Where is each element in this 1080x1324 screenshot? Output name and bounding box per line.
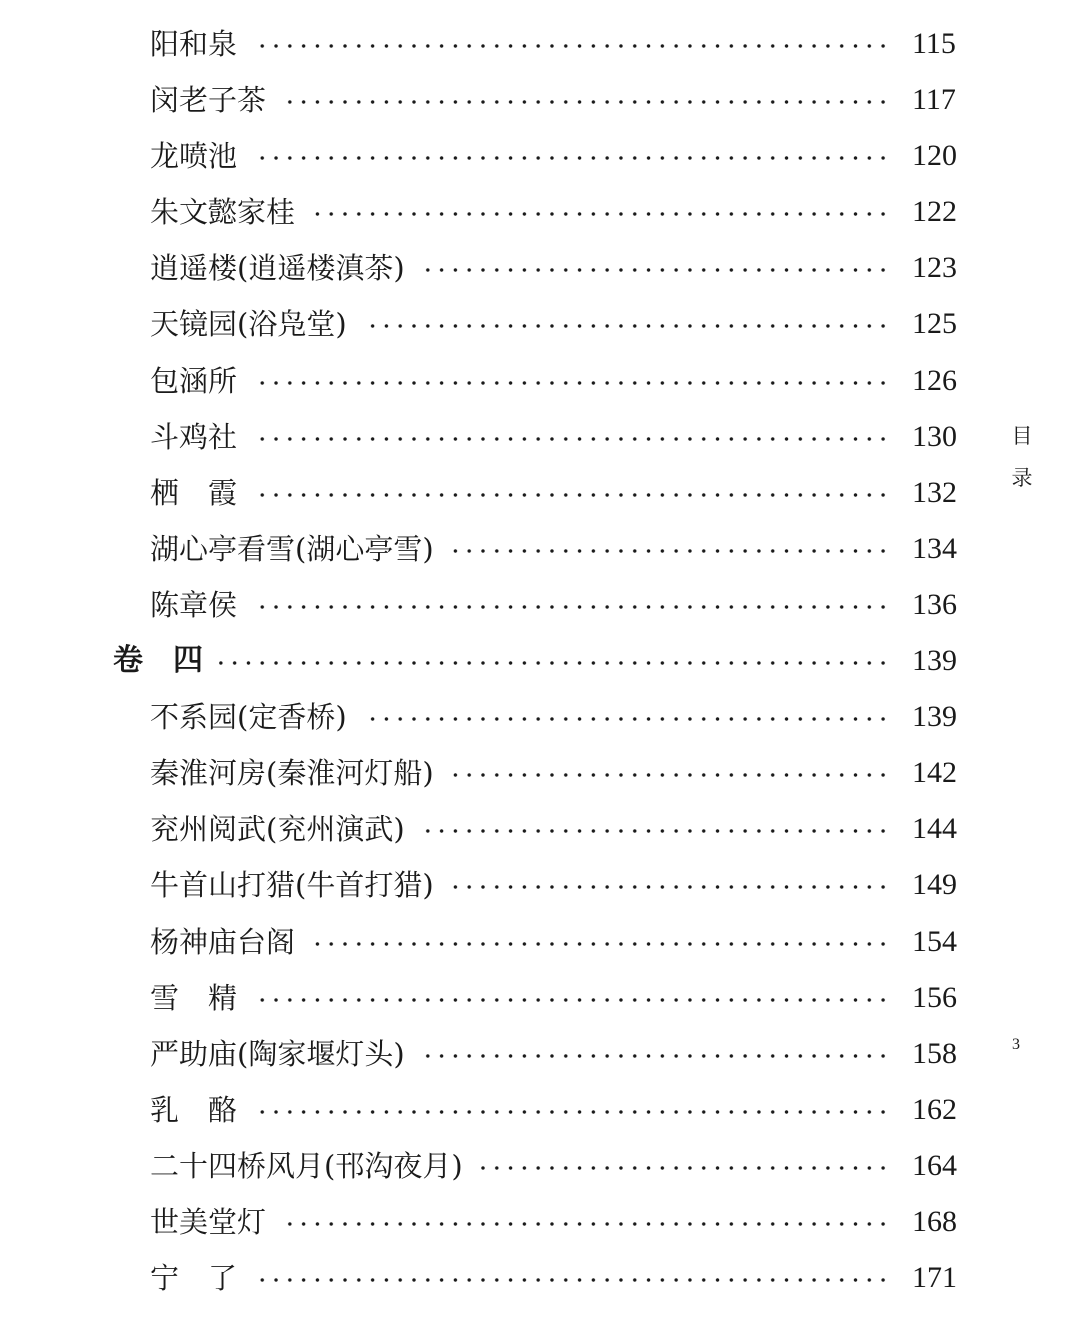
toc-page-number: 154 (912, 924, 957, 958)
dot-leader (421, 829, 890, 833)
dot-leader (363, 717, 890, 721)
dot-leader (253, 437, 890, 441)
toc-entry (0, 577, 1080, 633)
toc-page-number: 123 (912, 251, 957, 285)
toc-entry-title: 卷 四 (113, 643, 203, 679)
dot-leader (479, 1166, 890, 1170)
toc-page-number: 162 (912, 1092, 957, 1126)
toc-entry-title: 二十四桥风月(邗沟夜月) (150, 1148, 463, 1183)
toc-entry-title: 栖 霞 (150, 475, 238, 510)
toc-entry (0, 1250, 1080, 1306)
dot-leader (363, 324, 890, 328)
dot-leader (253, 44, 890, 48)
toc-entry (0, 521, 1080, 577)
dot-leader (311, 212, 890, 216)
toc-entry (0, 1026, 1080, 1082)
toc-entry-title: 陈章侯 (150, 587, 238, 622)
dot-leader (311, 942, 890, 946)
toc-entry-title: 秦淮河房(秦淮河灯船) (150, 756, 434, 791)
toc-page-number: 122 (912, 195, 957, 229)
toc-page-number: 139 (912, 700, 957, 734)
dot-leader (450, 549, 890, 553)
dot-leader (253, 1278, 890, 1282)
toc-page-number: 136 (912, 587, 957, 621)
dot-leader (253, 605, 890, 609)
toc-page-number: 125 (912, 307, 957, 341)
toc-entry (0, 970, 1080, 1026)
toc-entry (0, 857, 1080, 913)
toc-entry (0, 689, 1080, 745)
toc-entry-title: 雪 精 (150, 980, 238, 1015)
toc-entry (0, 16, 1080, 72)
toc-entry-title: 阳和泉 (150, 27, 238, 61)
toc-page-number: 134 (912, 531, 957, 565)
toc-page-number: 117 (912, 83, 956, 117)
toc-entry-title: 宁 了 (150, 1261, 238, 1296)
toc-page-number: 126 (912, 363, 957, 397)
dot-leader (253, 156, 890, 160)
toc-page-number: 139 (912, 644, 957, 678)
toc-page-number: 120 (912, 139, 957, 173)
toc-page-number: 149 (912, 868, 957, 902)
toc-entry-title: 包涵所 (150, 363, 238, 398)
toc-entry (0, 1138, 1080, 1194)
toc-entry-title: 世美堂灯 (150, 1204, 267, 1239)
toc-page-number: 115 (912, 27, 956, 60)
toc-entry-title: 逍遥楼(逍遥楼滇茶) (150, 251, 405, 286)
dot-leader (282, 1222, 890, 1226)
toc-section-heading (0, 633, 1080, 689)
toc-entry-title: 湖心亭看雪(湖心亭雪) (150, 531, 434, 566)
toc-entry-title: 杨神庙台阁 (150, 924, 296, 959)
toc-entry-title: 龙喷池 (150, 139, 238, 174)
toc-entry (0, 914, 1080, 970)
dot-leader (421, 268, 890, 272)
dot-leader (253, 493, 890, 497)
toc-page-number: 132 (912, 475, 957, 509)
table-of-contents (0, 16, 1080, 1306)
toc-entry-title: 天镜园(浴凫堂) (150, 307, 347, 342)
toc-page-number: 164 (912, 1148, 957, 1182)
toc-entry (0, 465, 1080, 521)
dot-leader (450, 885, 890, 889)
toc-entry-title: 兖州阅武(兖州演武) (150, 812, 405, 847)
toc-entry (0, 1082, 1080, 1138)
toc-page-number: 142 (912, 756, 957, 790)
dot-leader (421, 1054, 890, 1058)
running-header-contents (1010, 415, 1034, 499)
dot-leader (450, 773, 890, 777)
toc-entry-title: 乳 酪 (150, 1092, 238, 1127)
toc-entry (0, 240, 1080, 296)
toc-entry-title: 朱文懿家桂 (150, 195, 296, 230)
toc-entry (0, 1194, 1080, 1250)
toc-entry-title: 闵老子茶 (150, 83, 267, 118)
toc-page-number: 168 (912, 1204, 957, 1238)
toc-entry-title: 牛首山打猎(牛首打猎) (150, 868, 434, 903)
toc-entry-title: 斗鸡社 (150, 419, 238, 454)
toc-page-number: 171 (912, 1261, 957, 1295)
toc-page-number: 144 (912, 812, 957, 846)
toc-page-number: 158 (912, 1036, 957, 1070)
dot-leader (253, 1110, 890, 1114)
page-folio: 3 (1012, 1036, 1020, 1053)
dot-leader (282, 100, 890, 104)
dot-leader (253, 381, 890, 385)
toc-entry (0, 409, 1080, 465)
toc-page-number: 130 (912, 419, 957, 453)
toc-entry-title: 不系园(定香桥) (150, 700, 347, 735)
side-label-char: 目 (1011, 424, 1033, 448)
dot-leader (253, 998, 890, 1002)
toc-entry (0, 184, 1080, 240)
toc-entry (0, 353, 1080, 409)
dot-leader (219, 661, 890, 665)
toc-entry-title: 严助庙(陶家堰灯头) (150, 1036, 405, 1071)
toc-page-number: 156 (912, 980, 957, 1014)
toc-entry (0, 296, 1080, 352)
toc-entry (0, 72, 1080, 128)
toc-entry (0, 801, 1080, 857)
toc-entry (0, 128, 1080, 184)
toc-entry (0, 745, 1080, 801)
side-label-char: 录 (1011, 466, 1033, 490)
